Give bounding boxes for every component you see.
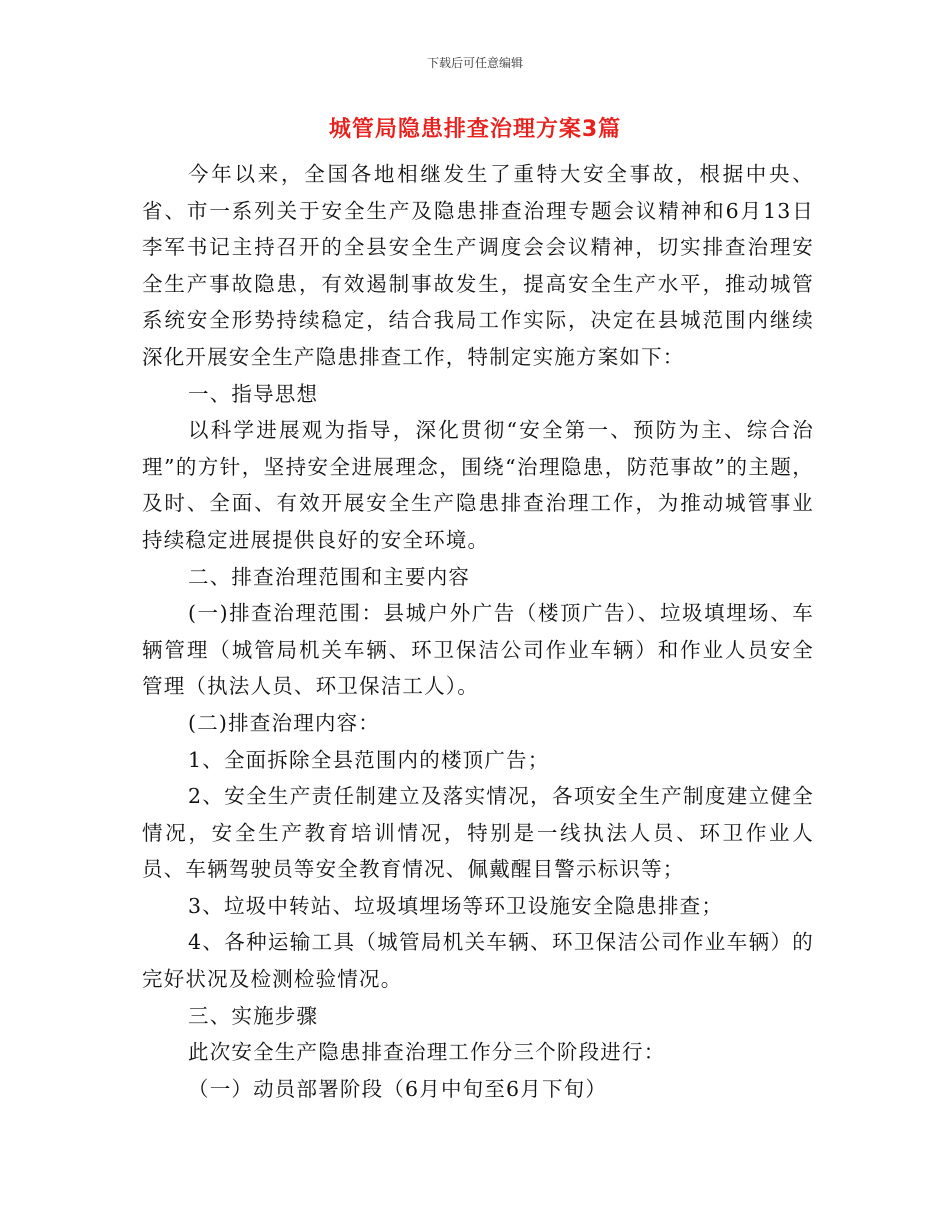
scope-paragraph: (一)排查治理范围：县城户外广告（楼顶广告）、垃圾填埋场、车辆管理（城管局机关车辆、环卫保洁公司作业车辆）和作业人员安全管理（执法人员、环卫保洁工人）。 — [142, 601, 814, 699]
stage-1-heading: （一）动员部署阶段（6月中旬至6月下旬） — [188, 1076, 608, 1101]
content-item-2: 2、安全生产责任制建立及落实情况，各项安全生产制度建立健全情况，安全生产教育培训情况，特别是一线执法人员、环卫作业人员、车辆驾驶员等安全教育情况、佩戴醒目警示标识等； — [142, 784, 814, 882]
intro-paragraph: 今年以来，全国各地相继发生了重特大安全事故，根据中央、省、市一系列关于安全生产及隐患排查治理专题会议精神和6月13日李军书记主持召开的全县安全生产调度会会议精神，切实排查治理安全生产事故隐患，有效遏制事故发生，提高安全生产水平，推动城管系统安全形势持续稳定，结合我局工作实际，决定在县城范围内继续深化开展安全生产隐患排查工作，特制定实施方案如下： — [142, 162, 814, 369]
document-body — [142, 156, 814, 1107]
content-item-3: 3、垃圾中转站、垃圾填埋场等环卫设施安全隐患排查； — [188, 893, 724, 918]
guiding-thought-paragraph: 以科学进展观为指导，深化贯彻“安全第一、预防为主、综合治理”的方针，坚持安全进展理念，围绕“治理隐患，防范事故”的主题，及时、全面、有效开展安全生产隐患排查治理工作，为推动城管事业持续稳定进展提供良好的安全环境。 — [142, 418, 814, 552]
header-note: 下载后可任意编辑 — [426, 56, 523, 70]
section-heading-guiding-thought: 一、指导思想 — [188, 381, 319, 406]
document-title: 城管局隐患排查治理方案3篇 — [328, 117, 622, 142]
section-heading-scope-content: 二、排查治理范围和主要内容 — [188, 564, 471, 589]
content-subheading: (二)排查治理内容： — [188, 710, 380, 735]
section-heading-implementation-steps: 三、实施步骤 — [188, 1003, 319, 1028]
content-item-1: 1、全面拆除全县范围内的楼顶广告； — [188, 747, 550, 772]
content-item-4: 4、各种运输工具（城管局机关车辆、环卫保洁公司作业车辆）的完好状况及检测检验情况。 — [142, 930, 814, 992]
steps-intro: 此次安全生产隐患排查治理工作分三个阶段进行： — [188, 1040, 666, 1065]
